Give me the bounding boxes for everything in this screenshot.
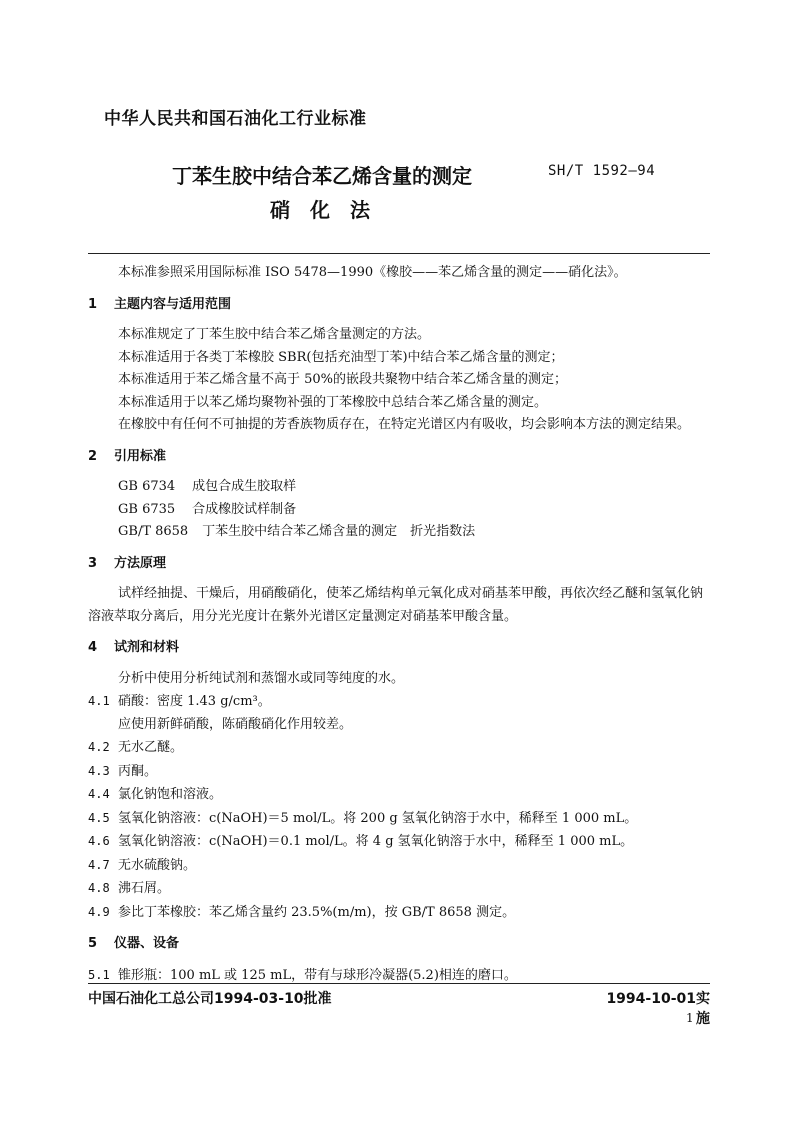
paragraph: 本标准规定了丁苯生胶中结合苯乙烯含量测定的方法。 [118, 327, 431, 342]
reference-code: GB 6735 [118, 501, 176, 517]
paragraph: 本标准适用于苯乙烯含量不高于 50%的嵌段共聚物中结合苯乙烯含量的测定； [118, 372, 568, 387]
clause-number: 5.1 [88, 967, 110, 982]
clause-text: 沸石屑。 [118, 881, 171, 896]
header-divider [88, 253, 710, 254]
clause-number: 4.2 [88, 740, 110, 754]
clause-text: 氢氧化钠溶液：c(NaOH)＝0.1 mol/L。将 4 g 氢氧化钠溶于水中，稀释至 1 000 mL。 [118, 834, 634, 849]
clause-number: 4.9 [88, 904, 110, 919]
section-number: 5 [88, 936, 98, 951]
clause-item [88, 854, 710, 878]
intro-paragraph: 本标准参照采用国际标准 ISO 5478—1990《橡胶——苯乙烯含量的测定——硝化法》。 [118, 265, 627, 280]
section-number: 3 [88, 555, 98, 571]
effective-date: 1994-10-01实施 [606, 991, 710, 1027]
clause-item [88, 783, 710, 807]
approval-line: 中国石油化工总公司1994-03-10批准 [88, 991, 332, 1007]
section-4-heading [88, 637, 710, 660]
section-5-heading [88, 933, 710, 956]
clause-text: 无水硫酸钠。 [118, 857, 197, 873]
clause-number: 4.8 [88, 881, 110, 895]
section-title: 主题内容与适用范围 [114, 296, 232, 312]
section-title: 引用标准 [114, 448, 167, 464]
section-2-heading [88, 446, 710, 469]
paragraph: 试样经抽提、干燥后，用硝酸硝化，使苯乙烯结构单元氧化成对硝基苯甲酸，再依次经乙醚和氢氧化钠溶液萃取分离后，用分光光度计在紫外光谱区定量测定对硝基苯甲酸含量。 [88, 586, 704, 624]
paragraph: 分析中使用分析纯试剂和蒸馏水或同等纯度的水。 [118, 670, 405, 686]
clause-text: 氯化钠饱和溶液。 [118, 787, 223, 802]
document-body [88, 262, 710, 987]
page-number: 1 [686, 1011, 694, 1025]
clause-number: 4.6 [88, 834, 110, 848]
clause-item [88, 736, 710, 760]
clause-text: 丙酮。 [118, 763, 158, 779]
section-1-heading [88, 294, 710, 317]
paragraph: 在橡胶中有任何不可抽提的芳香族物质存在，在特定光谱区内有吸收，均会影响本方法的测定结果。 [118, 417, 691, 432]
clause-text: 无水乙醚。 [118, 740, 184, 755]
clause-text: 参比丁苯橡胶：苯乙烯含量约 23.5%(m/m)，按 GB/T 8658 测定。 [118, 904, 516, 920]
section-number: 1 [88, 296, 98, 312]
clause-item [88, 830, 710, 854]
reference-code: GB/T 8658 [118, 524, 189, 539]
clause-text: 硝酸：密度 1.43 g/cm³。 [118, 694, 271, 709]
paragraph: 本标准适用于各类丁苯橡胶 SBR(包括充油型丁苯)中结合苯乙烯含量的测定； [118, 349, 564, 365]
clause-number: 4.1 [88, 694, 110, 708]
section-title: 仪器、设备 [114, 936, 180, 951]
clause-item [88, 690, 710, 714]
clause-text: 锥形瓶：100 mL 或 125 mL，带有与球形冷凝器(5.2)相连的磨口。 [118, 967, 517, 983]
standard-subtitle: 硝化法 [270, 198, 390, 222]
section-3-heading [88, 553, 710, 576]
section-title: 方法原理 [114, 555, 167, 571]
reference-item [88, 521, 710, 544]
issuing-body: 中华人民共和国石油化工行业标准 [104, 109, 367, 129]
standard-code: SH/T 1592—94 [548, 163, 656, 179]
paragraph: 本标准适用于以苯乙烯均聚物补强的丁苯橡胶中总结合苯乙烯含量的测定。 [118, 394, 548, 410]
standard-title: 丁苯生胶中结合苯乙烯含量的测定 [172, 164, 472, 188]
clause-text: 应使用新鲜硝酸，陈硝酸硝化作用较差。 [118, 716, 353, 732]
clause-item [88, 807, 710, 831]
reference-code: GB 6734 [118, 479, 176, 494]
clause-number: 4.3 [88, 763, 110, 778]
clause-number: 4.4 [88, 787, 110, 801]
clause-number: 4.5 [88, 810, 110, 825]
section-title: 试剂和材料 [114, 640, 180, 655]
reference-item [88, 476, 710, 499]
clause-text: 氢氧化钠溶液：c(NaOH)＝5 mol/L。将 200 g 氢氧化钠溶于水中，稀释至 1 000 mL。 [118, 810, 638, 826]
footer-divider [88, 983, 710, 984]
clause-note [88, 714, 710, 737]
clause-item [88, 901, 710, 925]
reference-item [88, 499, 710, 522]
clause-item [88, 877, 710, 901]
reference-name: 丁苯生胶中结合苯乙烯含量的测定 折光指数法 [202, 524, 476, 539]
reference-name: 成包合成生胶取样 [192, 479, 297, 494]
clause-item [88, 760, 710, 784]
reference-name: 合成橡胶试样制备 [192, 501, 297, 517]
clause-number: 4.7 [88, 857, 110, 872]
section-number: 4 [88, 640, 98, 655]
section-number: 2 [88, 448, 98, 464]
